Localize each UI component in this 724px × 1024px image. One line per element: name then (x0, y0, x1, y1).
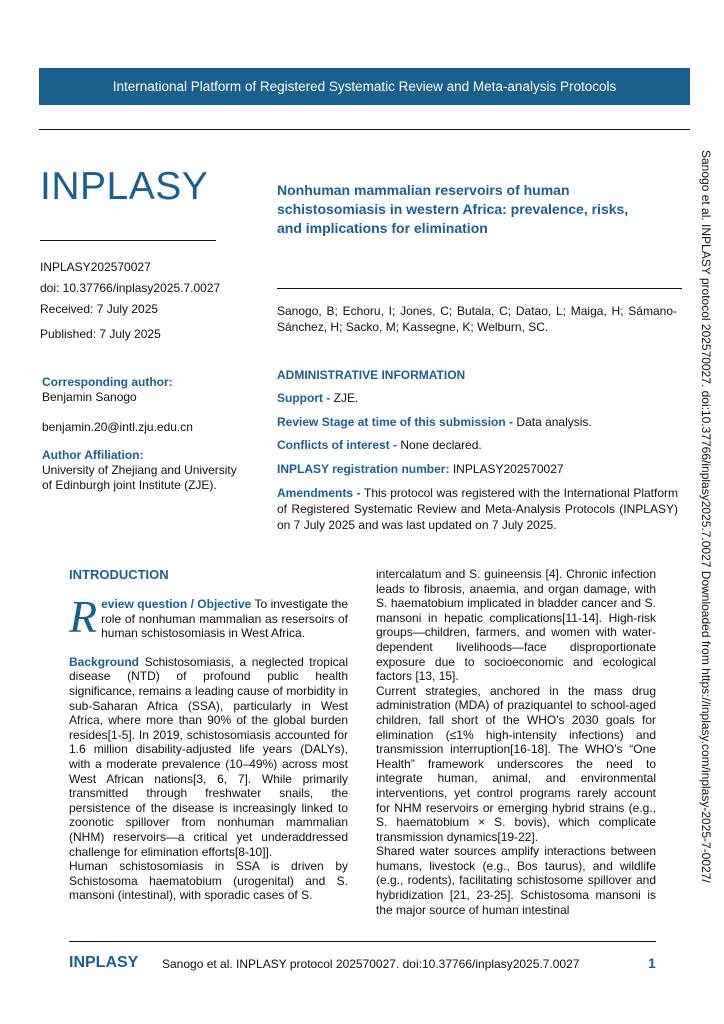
admin-stage (277, 414, 592, 430)
footer-rule (69, 941, 656, 942)
intro-right-paragraph-1: intercalatum and S. guineensis [4]. Chronic infection leads to fibrosis, anaemia, and organ damage, with S. haematobium implicated in bladder cancer and S. mansoni in hepatic complications[11-14]. High-risk groups—children, farmers, and women with water-dependent livelihoods—face disproportionate exposure due to socioeconomic and ecological factors [13, 15]. (376, 567, 656, 684)
page-number: 1 (648, 955, 656, 971)
review-question-text: To investigate the role of nonhuman mammalian as resersoirs of human schistosomiasis in West Africa. (101, 597, 349, 641)
corresponding-heading: Corresponding author: (42, 375, 173, 389)
review-question-paragraph (69, 591, 349, 642)
background-paragraph (69, 655, 348, 859)
registration-value: INPLASY202570027 (449, 462, 564, 476)
affiliation-line1: University of Zhejiang and University (42, 463, 237, 477)
amendments-value: This protocol was registered with the International Platform of Registered Systematic Review and Meta-Analysis Protocols (INPLASY) on 7 July 2025 and was last updated on 7 July 2025. (277, 486, 678, 532)
stage-value: Data analysis. (513, 415, 592, 429)
corresponding-email[interactable]: benjamin.20@intl.zju.edu.cn (42, 420, 193, 434)
background-label: Background (69, 654, 140, 669)
stage-label: Review Stage at time of this submission - (277, 415, 514, 429)
title-rule (277, 288, 682, 289)
admin-conflicts (277, 437, 482, 453)
doi: doi: 10.37766/inplasy2025.7.0027 (40, 281, 221, 295)
intro-heading: INTRODUCTION (69, 567, 169, 582)
corresponding-name: Benjamin Sanogo (42, 390, 137, 404)
intro-paragraph-2: Human schistosomiasis in SSA is driven by Schistosoma haematobium (urogenital) and S. mansoni (intestinal), with sporadic cases of S. (69, 859, 348, 903)
registration-label: INPLASY registration number: (277, 462, 450, 476)
protocol-id: INPLASY202570027 (40, 260, 151, 274)
affiliation-heading: Author Affiliation: (42, 448, 144, 462)
intro-left-column (69, 591, 349, 903)
admin-heading: ADMINISTRATIVE INFORMATION (277, 368, 466, 382)
header-rule (39, 129, 690, 130)
intro-right-paragraph-3: Shared water sources amplify interactions between humans, livestock (e.g., Bos taurus), and wildlife (e.g., rodents), facilitating schistosome spillover and hybridization [21, 23-25]. Schistosoma mansoni is the major source of human intestinal (376, 844, 656, 917)
title-line1: Nonhuman mammalian reservoirs of human (277, 182, 570, 198)
affiliation-line2: of Edinburgh joint Institute (ZJE). (42, 478, 217, 492)
header-banner (39, 68, 690, 105)
article-title (277, 181, 677, 238)
admin-support (277, 390, 358, 406)
side-note-text[interactable]: Sanogo et al. INPLASY protocol 202570027. doi:10.37766/inplasy2025.7.0027 Downloaded from https://inplasy.com/inplasy-2025-7-0027/ (699, 150, 713, 883)
admin-registration (277, 461, 564, 477)
footer-brand: INPLASY (69, 954, 139, 971)
footer-citation: Sanogo et al. INPLASY protocol 202570027. doi:10.37766/inplasy2025.7.0027 (162, 957, 580, 971)
title-line2: schistosomiasis in western Africa: prevalence, risks, (277, 201, 629, 217)
support-label: Support - (277, 391, 331, 405)
brand-logo-text: INPLASY (40, 165, 209, 208)
published-date: Published: 7 July 2025 (40, 327, 161, 341)
received-date: Received: 7 July 2025 (40, 302, 159, 316)
admin-amendments (277, 485, 678, 533)
author-list: Sanogo, B; Echoru, I; Jones, C; Butala, C; Datao, L; Maiga, H; Sámano-Sánchez, H; Sacko, M; Kassegne, K; Welburn, SC. (277, 304, 677, 334)
banner-title: International Platform of Registered Systematic Review and Meta-analysis Protocols (112, 79, 617, 94)
amendments-label: Amendments - (277, 486, 361, 500)
conflicts-label: Conflicts of interest - (277, 438, 398, 452)
review-question-label: eview question / Objective (101, 597, 252, 611)
conflicts-value: None declared. (397, 438, 482, 452)
support-value: ZJE. (330, 391, 359, 405)
drop-cap: R (69, 591, 98, 642)
side-download-note (694, 150, 718, 890)
background-text: Schistosomiasis, a neglected tropical disease (NTD) of profound public health significance, remains a leading cause of morbidity in sub-Saharan Africa (SSA), particularly in West Africa, where more than 90% of the global burden resides[1-5]. In 2019, schistosomiasis accounted for 1.6 million disability-adjusted life years (DALYs), with a moderate prevalence (10–49%) across most West African nations[3, 6, 7]. While primarily transmitted through freshwater snails, the persistence of the disease is increasingly linked to zoonotic spillover from nonhuman mammalian (NHM) reservoirs—a critical yet underaddressed challenge for elimination efforts[8-10]]. (69, 654, 348, 859)
title-line3: and implications for elimination (277, 220, 488, 236)
intro-right-column (376, 567, 656, 917)
brand-rule (40, 240, 216, 241)
intro-right-paragraph-2: Current strategies, anchored in the mass drug administration (MDA) of praziquantel to school-aged children, fall short of the WHO's 2030 goals for elimination (≤1% high-intensity infections) and transmission interruption[16-18]. The WHO's “One Health” framework underscores the need to integrate human, animal, and environmental interventions, yet control programs rarely account for NHM reservoirs or emerging hybrid strains (e.g., S. haematobium × S. bovis), which complicate transmission dynamics[19-22]. (376, 683, 656, 844)
